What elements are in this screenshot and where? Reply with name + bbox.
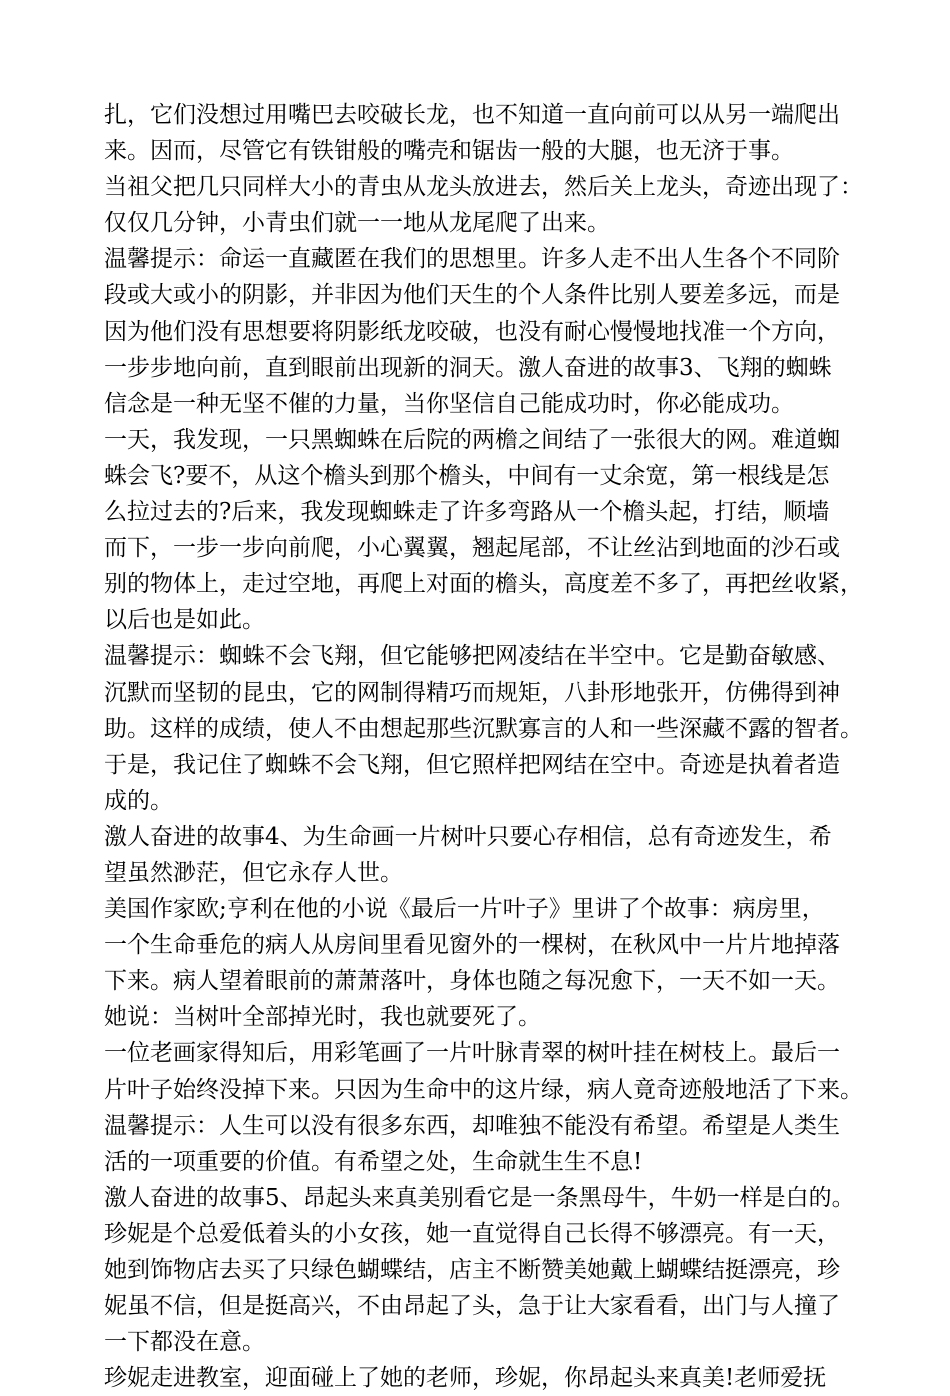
text-line: 助。这样的成绩，使人不由想起那些沉默寡言的人和一些深藏不露的智者。 bbox=[104, 715, 863, 742]
text-line: 别的物体上，走过空地，再爬上对面的檐头，高度差不多了，再把丝收紧， bbox=[104, 571, 863, 598]
text-line: 沉默而坚韧的昆虫，它的网制得精巧而规矩，八卦形地张开，仿佛得到神 bbox=[104, 679, 840, 706]
text-line: 温馨提示：蜘蛛不会飞翔，但它能够把网凌结在半空中。它是勤奋敏感、 bbox=[104, 643, 840, 670]
text-line: 活的一项重要的价值。有希望之处，生命就生生不息! bbox=[104, 1148, 643, 1175]
text-line: 她说：当树叶全部掉光时，我也就要死了。 bbox=[104, 1004, 541, 1031]
text-line: 激人奋进的故事5、昂起头来真美别看它是一条黑母牛，牛奶一样是白的。 bbox=[104, 1184, 855, 1211]
text-line: 仅仅几分钟，小青虫们就一一地从龙尾爬了出来。 bbox=[104, 210, 610, 237]
text-line: 因为他们没有思想要将阴影纸龙咬破，也没有耐心慢慢地找准一个方向， bbox=[104, 318, 840, 345]
text-line: 扎，它们没想过用嘴巴去咬破长龙，也不知道一直向前可以从另一端爬出 bbox=[104, 102, 840, 128]
text-line: 温馨提示：人生可以没有很多东西，却唯独不能没有希望。希望是人类生 bbox=[104, 1112, 840, 1139]
text-line: 一步步地向前，直到眼前出现新的洞天。激人奋进的故事3、飞翔的蜘蛛 bbox=[104, 354, 832, 381]
text-line: 珍妮走进教室，迎面碰上了她的老师，珍妮，你昂起头来真美!老师爱抚 bbox=[104, 1365, 827, 1392]
text-line: 而下，一步一步向前爬，小心翼翼，翘起尾部，不让丝沾到地面的沙石或 bbox=[104, 535, 840, 562]
text-line: 当祖父把几只同样大小的青虫从龙头放进去，然后关上龙头，奇迹出现了： bbox=[104, 174, 863, 201]
text-line: 成的。 bbox=[104, 787, 173, 814]
text-line: 珍妮是个总爱低着头的小女孩，她一直觉得自己长得不够漂亮。有一天， bbox=[104, 1220, 840, 1247]
text-line: 望虽然渺茫，但它永存人世。 bbox=[104, 859, 403, 886]
text-line: 她到饰物店去买了只绿色蝴蝶结，店主不断赞美她戴上蝴蝶结挺漂亮，珍 bbox=[104, 1257, 840, 1283]
text-line: 一位老画家得知后，用彩笔画了一片叶脉青翠的树叶挂在树枝上。最后一 bbox=[104, 1040, 840, 1067]
text-line: 段或大或小的阴影，并非因为他们天生的个人条件比别人要差多远，而是 bbox=[104, 282, 840, 309]
text-line: 美国作家欧;亨利在他的小说《最后一片叶子》里讲了个故事：病房里， bbox=[104, 896, 825, 923]
text-line: 妮虽不信，但是挺高兴，不由昂起了头，急于让大家看看，出门与人撞了 bbox=[104, 1293, 840, 1320]
text-line: 激人奋进的故事4、为生命画一片树叶只要心存相信，总有奇迹发生，希 bbox=[104, 823, 832, 850]
text-line: 下来。病人望着眼前的萧萧落叶，身体也随之每况愈下，一天不如一天。 bbox=[104, 968, 840, 995]
text-line: 片叶子始终没掉下来。只因为生命中的这片绿，病人竟奇迹般地活了下来。 bbox=[104, 1076, 863, 1103]
text-line: 蛛会飞?要不，从这个檐头到那个檐头，中间有一丈余宽，第一根线是怎 bbox=[104, 462, 830, 489]
text-line: 温馨提示：命运一直藏匿在我们的思想里。许多人走不出人生各个不同阶 bbox=[104, 246, 840, 273]
body-text bbox=[104, 97, 864, 1396]
text-line: 于是，我记住了蜘蛛不会飞翔，但它照样把网结在空中。奇迹是执着者造 bbox=[104, 751, 840, 778]
text-line: 么拉过去的?后来，我发现蜘蛛走了许多弯路从一个檐头起，打结，顺墙 bbox=[104, 499, 830, 526]
text-line: 信念是一种无坚不催的力量，当你坚信自己能成功时，你必能成功。 bbox=[104, 390, 794, 417]
text-line: 一下都没在意。 bbox=[104, 1329, 265, 1356]
text-line: 一天，我发现，一只黑蜘蛛在后院的两檐之间结了一张很大的网。难道蜘 bbox=[104, 426, 840, 453]
text-line: 以后也是如此。 bbox=[104, 607, 265, 634]
text-line: 一个生命垂危的病人从房间里看见窗外的一棵树，在秋风中一片片地掉落 bbox=[104, 932, 840, 959]
text-line: 来。因而，尽管它有铁钳般的嘴壳和锯齿一般的大腿，也无济于事。 bbox=[104, 138, 794, 165]
